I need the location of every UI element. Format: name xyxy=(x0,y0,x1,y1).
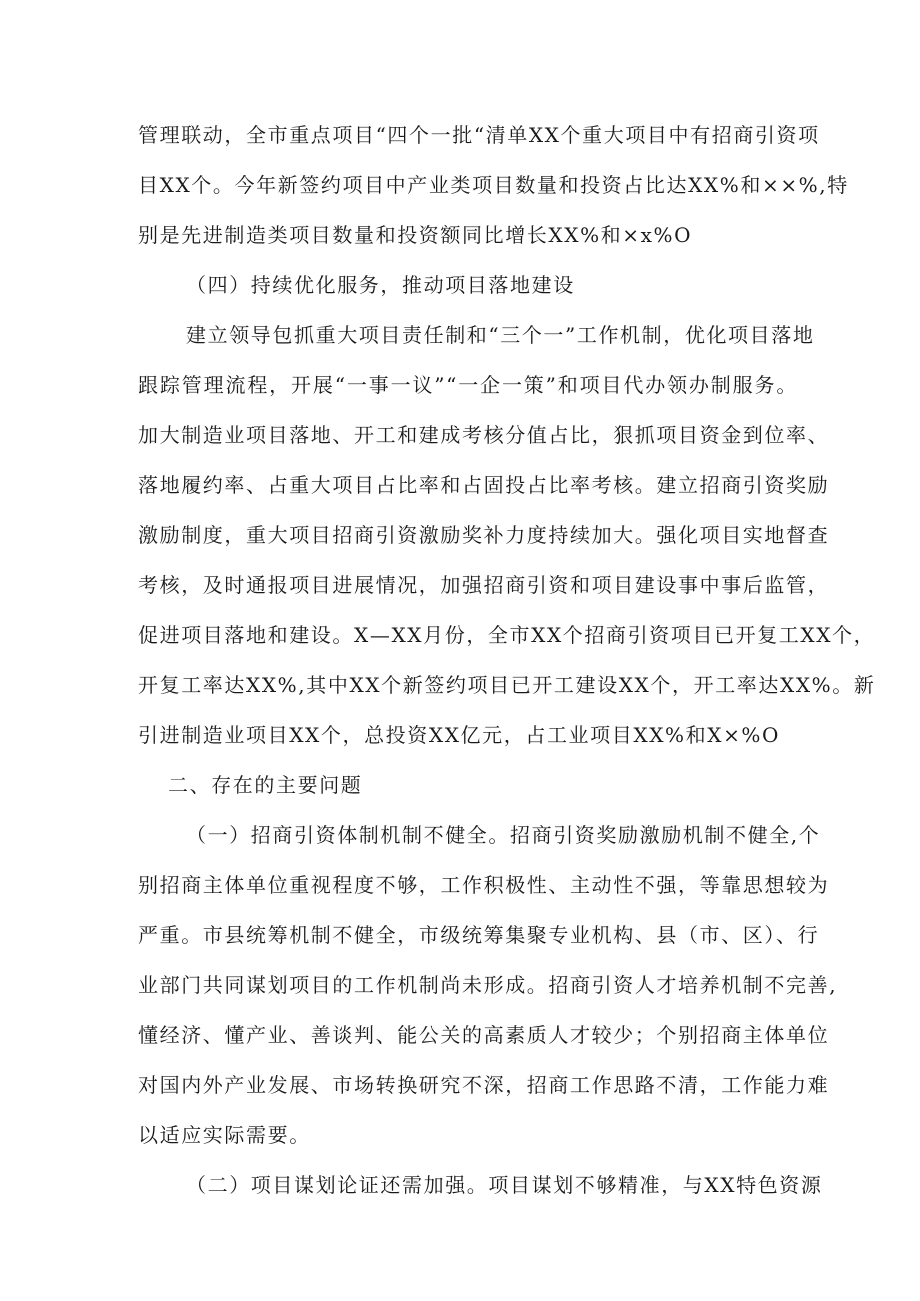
paragraph-line: 业部门共同谋划项目的工作机制尚未形成。招商引资人才培养机制不完善, xyxy=(138,973,838,997)
paragraph-line: 别是先进制造类项目数量和投资额同比增长XX%和×x%O xyxy=(138,223,693,247)
paragraph-line: （一）招商引资体制机制不健全。招商引资奖励激励机制不健全,个 xyxy=(186,823,821,847)
paragraph-line: 别招商主体单位重视程度不够，工作积极性、主动性不强，等靠思想较为 xyxy=(138,873,830,897)
section-heading: 二、存在的主要问题 xyxy=(168,773,363,797)
paragraph-line: （二）项目谋划论证还需加强。项目谋划不够精准，与XX特色资源 xyxy=(186,1173,823,1197)
paragraph-line: 开复工率达XX%,其中XX个新签约项目已开工建设XX个，开工率达XX%。新 xyxy=(138,673,876,697)
paragraph-line: 以适应实际需要。 xyxy=(138,1123,311,1147)
paragraph-line: 严重。市县统筹机制不健全，市级统筹集聚专业机构、县（市、区）、行 xyxy=(138,923,820,947)
paragraph-line: 懂经济、懂产业、善谈判、能公关的高素质人才较少；个别招商主体单位 xyxy=(138,1023,830,1047)
paragraph-line: 激励制度，重大项目招商引资激励奖补力度持续加大。强化项目实地督查 xyxy=(138,523,830,547)
paragraph-line: 管理联动，全市重点项目“四个一批“清单XX个重大项目中有招商引资项 xyxy=(138,123,820,147)
paragraph-line: 促进项目落地和建设。X—XX月份，全市XX个招商引资项目已开复工XX个， xyxy=(138,623,876,647)
paragraph-line: 对国内外产业发展、市场转换研究不深，招商工作思路不清，工作能力难 xyxy=(138,1073,830,1097)
paragraph-line: 跟踪管理流程，开展“一事一议”“一企一策”和项目代办领办制服务。 xyxy=(138,373,798,397)
paragraph-line: 目XX个。今年新签约项目中产业类项目数量和投资占比达XX%和××%,特 xyxy=(138,173,849,197)
paragraph-line: 考核，及时通报项目进展情况，加强招商引资和项目建设事中事后监管， xyxy=(138,573,830,597)
paragraph-line: 引进制造业项目XX个，总投资XX亿元，占工业项目XX%和X×%O xyxy=(138,723,781,747)
section-heading: （四）持续优化服务，推动项目落地建设 xyxy=(186,273,575,297)
paragraph-line: 落地履约率、占重大项目占比率和占固投占比率考核。建立招商引资奖励 xyxy=(138,473,830,497)
paragraph-line: 加大制造业项目落地、开工和建成考核分值占比，狠抓项目资金到位率、 xyxy=(138,423,830,447)
paragraph-line: 建立领导包抓重大项目责任制和“三个一”工作机制，优化项目落地 xyxy=(186,323,815,347)
